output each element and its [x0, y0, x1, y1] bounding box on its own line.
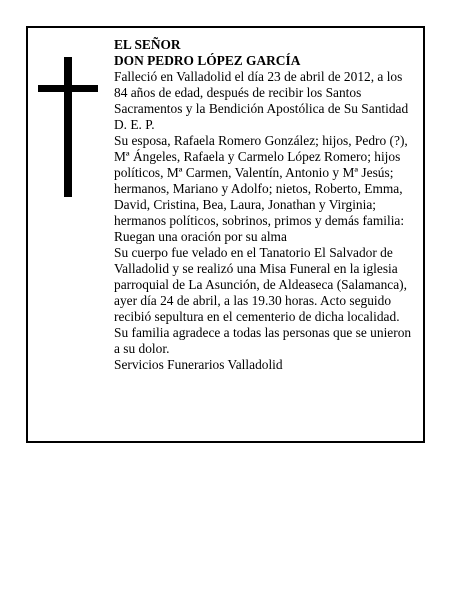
latin-cross-icon: [38, 57, 98, 197]
prayer-request: Ruegan una oración por su alma: [114, 229, 287, 244]
title-line-1: EL SEÑOR: [114, 37, 181, 52]
cross-vertical-bar: [64, 57, 72, 197]
deceased-name: DON PEDRO LÓPEZ GARCÍA: [114, 53, 301, 68]
death-announcement: Falleció en Valladolid el día 23 de abril de 2012, a los 84 años de edad, después de recibir los Santos Sacramentos y la Bendición Apostólica de Su Santidad D. E. P.: [114, 69, 409, 132]
funeral-services-signature: Servicios Funerarios Valladolid: [114, 357, 283, 372]
family-thanks: Su familia agradece a todas las personas que se unieron a su dolor.: [114, 325, 412, 356]
cross-horizontal-bar: [38, 85, 98, 92]
obituary-text: [114, 37, 419, 373]
funeral-details: Su cuerpo fue velado en el Tanatorio El Salvador de Valladolid y se realizó una Misa Funeral en la iglesia parroquial de La Asunción, de Aldeaseca (Salamanca), ayer día 24 de abril, a las 19.30 horas. Acto seguido recibió sepultura en el cementerio de dicha localidad.: [114, 245, 407, 324]
family-list: Su esposa, Rafaela Romero González; hijos, Pedro (?), Mª Ángeles, Rafaela y Carmelo López Romero; hijos políticos, Mª Carmen, Valentín, Antonio y Mª Jesús; hermanos, Mariano y Adolfo; nietos, Roberto, Emma, David, Cristina, Bea, Laura, Jonathan y Virginia; hermanos políticos, sobrinos, primos y demás familia:: [114, 133, 408, 228]
